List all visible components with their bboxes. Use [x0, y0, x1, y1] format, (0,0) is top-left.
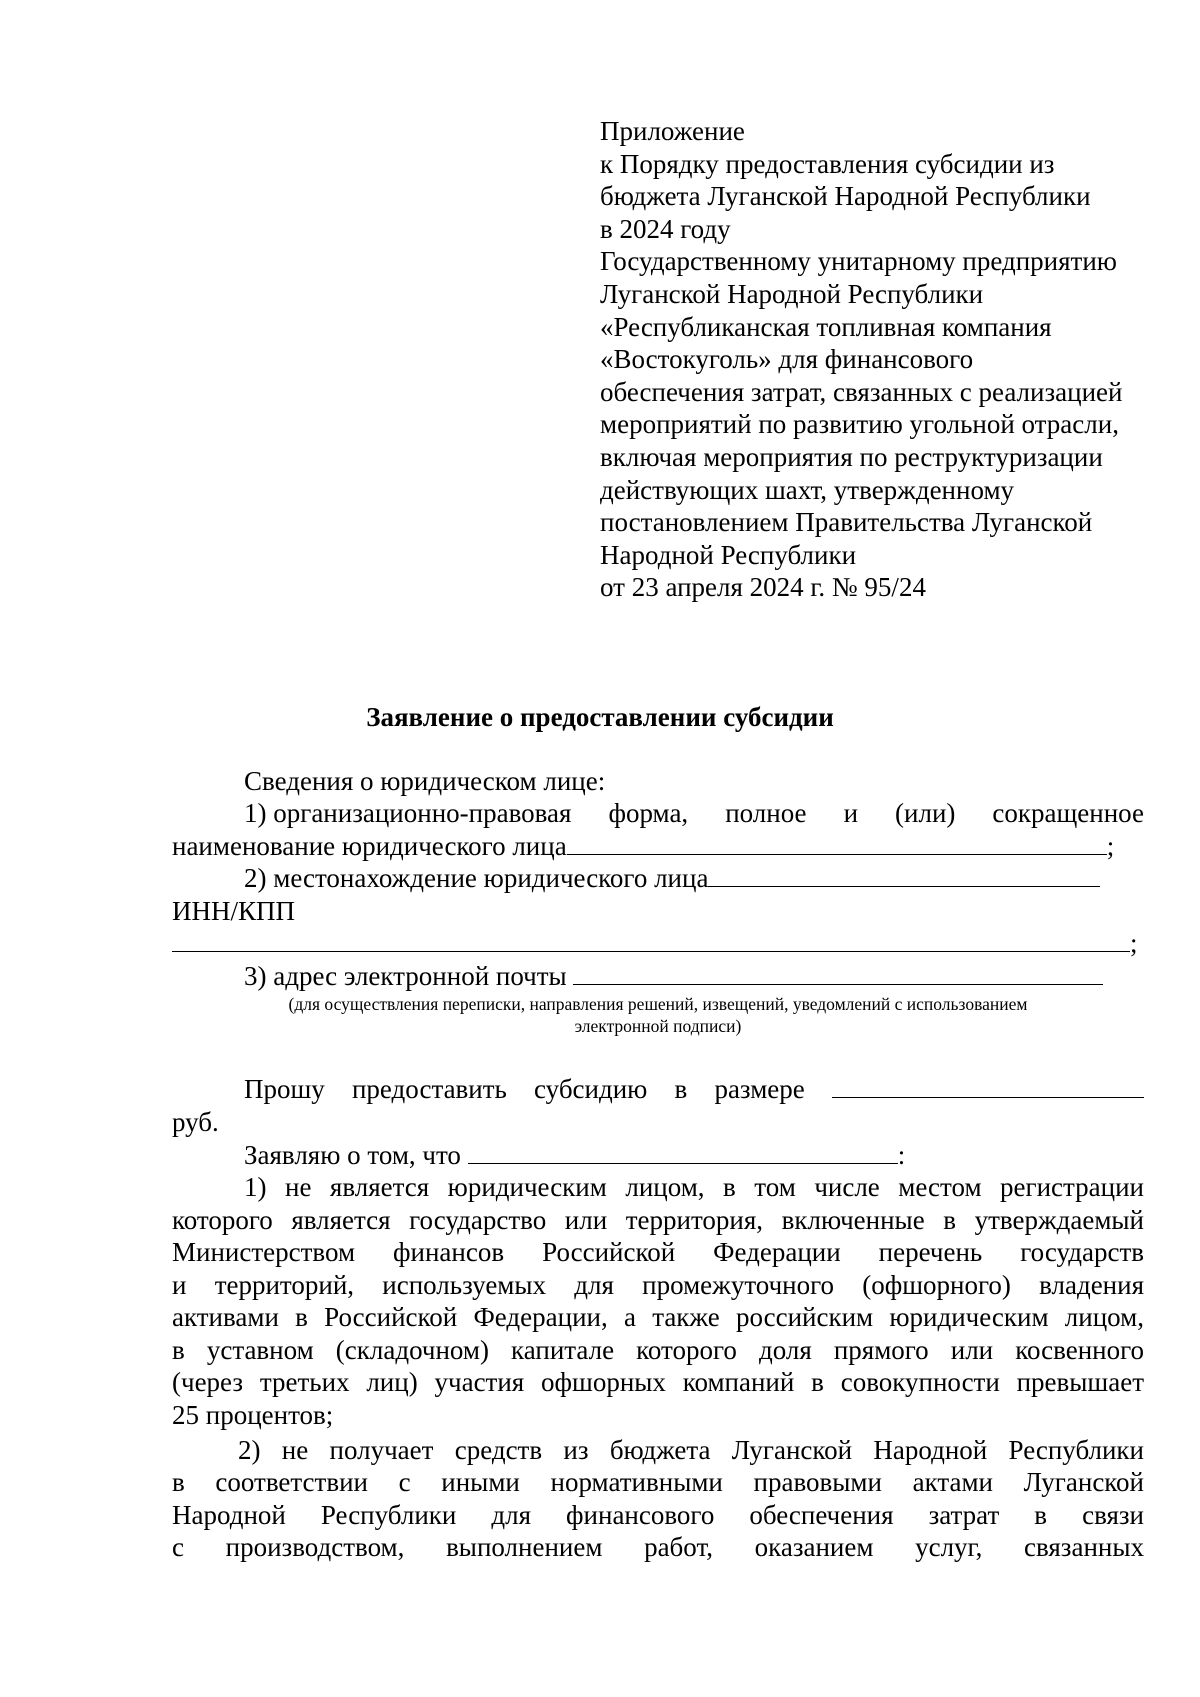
- paragraph-line: (через третьих лиц) участия офшорных компаний в совокупности превышает: [172, 1367, 1144, 1397]
- entity-name-field[interactable]: [567, 830, 1107, 855]
- appendix-header: [600, 115, 1160, 604]
- paragraph-line: и территорий, используемых для промежуточного (офшорного) владения: [172, 1270, 1144, 1300]
- appendix-line: Государственному унитарному предприятию: [600, 246, 1117, 277]
- email-field[interactable]: [573, 960, 1103, 985]
- appendix-line: «Востокуголь» для финансового: [600, 344, 974, 375]
- email-note: [172, 993, 1144, 1037]
- appendix-line: мероприятий по развитию угольной отрасли,: [600, 409, 1119, 440]
- declaration-intro: Заявляю о том, что: [244, 1140, 461, 1170]
- appendix-line: постановлением Правительства Луганской: [600, 507, 1093, 538]
- note-line: электронной подписи): [574, 1016, 742, 1036]
- paragraph-line: которого является государство или территория, включенные в утверждаемый: [172, 1205, 1144, 1235]
- currency-label: руб.: [172, 1107, 219, 1137]
- paragraph-line: Народной Республики для финансового обеспечения затрат в связи: [172, 1500, 1144, 1530]
- appendix-line: «Республиканская топливная компания: [600, 311, 1052, 342]
- request-line: Прошу предоставить субсидию в размере: [172, 1073, 1144, 1106]
- paragraph-line: с производством, выполнением работ, оказанием услуг, связанных: [172, 1532, 1144, 1562]
- note-line: (для осуществления переписки, направления решений, извещений, уведомлений с использованием: [288, 994, 1028, 1014]
- appendix-line: Приложение: [600, 116, 745, 146]
- item3-line: [172, 960, 1144, 993]
- declaration-intro-line: Заявляю о том, что :: [244, 1140, 906, 1170]
- paragraph-line: в уставном (складочном) капитале которого доля прямого или косвенного: [172, 1335, 1144, 1365]
- item1-line2: наименование юридического лица ;: [172, 831, 1115, 861]
- entity-name-label: наименование юридического лица: [172, 831, 567, 861]
- appendix-line: бюджета Луганской Народной Республики: [600, 181, 1091, 212]
- appendix-line: обеспечения затрат, связанных с реализацией: [600, 376, 1123, 407]
- appendix-line: Народной Республики: [600, 539, 857, 570]
- paragraph-line: в соответствии с иными нормативными правовыми актами Луганской: [172, 1467, 1144, 1497]
- paragraph-line: активами в Российской Федерации, а также российским юридическим лицом,: [172, 1302, 1144, 1332]
- location-field[interactable]: [708, 862, 1100, 887]
- document-title: Заявление о предоставлении субсидии: [366, 702, 834, 732]
- appendix-line: Луганской Народной Республики: [600, 278, 984, 309]
- appendix-line: включая мероприятия по реструктуризации: [600, 441, 1103, 472]
- location-label: 2) местонахождение юридического лица: [244, 863, 709, 893]
- appendix-line: от 23 апреля 2024 г. № 95/24: [600, 572, 926, 603]
- paragraph-line: 25 процентов;: [172, 1400, 334, 1430]
- paragraph-line: 2) не получает средств из бюджета Луганской Народной Республики: [238, 1435, 1144, 1465]
- paragraph-line: Министерством финансов Российской Федерации перечень государств: [172, 1237, 1144, 1267]
- appendix-line: к Порядку предоставления субсидии из: [600, 148, 1055, 179]
- declarant-name-field[interactable]: [468, 1139, 898, 1164]
- inn-kpp-label: ИНН/КПП: [172, 896, 296, 926]
- inn-kpp-line: ;: [172, 927, 1144, 960]
- item1-line1: 1) организационно-правовая форма, полное и (или) сокращенное: [244, 798, 1144, 828]
- subsidy-amount-field[interactable]: [832, 1073, 1144, 1098]
- email-label: 3) адрес электронной почты: [244, 961, 567, 991]
- item2-line: [172, 862, 1144, 895]
- inn-kpp-field[interactable]: [172, 927, 1130, 952]
- paragraph-line: 1) не является юридическим лицом, в том числе местом регистрации: [244, 1172, 1144, 1202]
- appendix-line: действующих шахт, утвержденному: [600, 474, 1015, 505]
- appendix-line: в 2024 году: [600, 213, 731, 244]
- legal-entity-heading: Сведения о юридическом лице:: [244, 766, 606, 796]
